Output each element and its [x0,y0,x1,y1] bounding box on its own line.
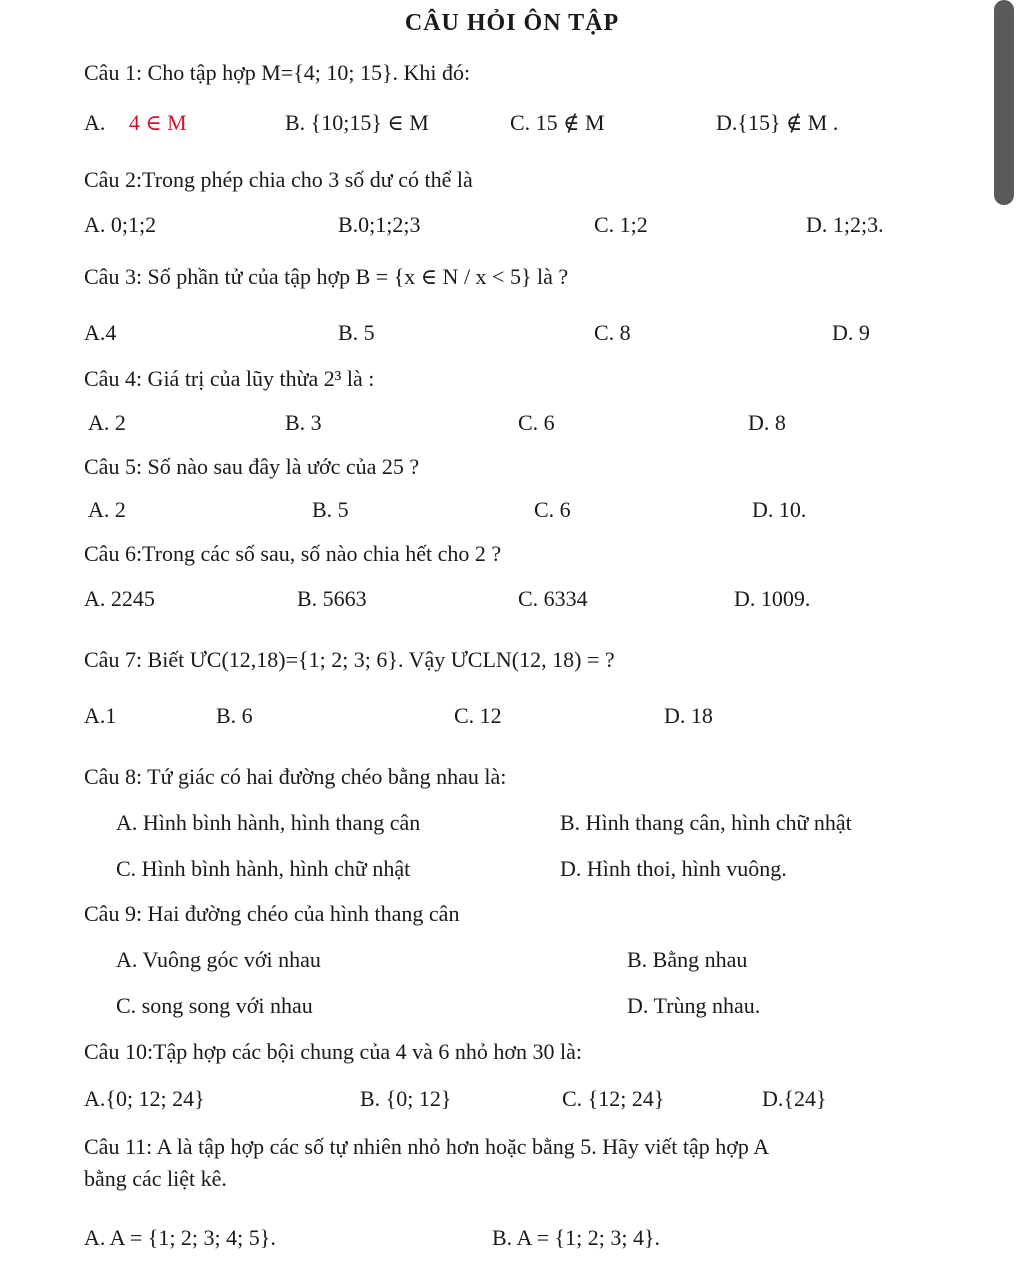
q1-option-a [84,110,187,136]
q9-option-d: D. Trùng nhau. [627,993,761,1018]
page-title: CÂU HỎI ÔN TẬP [404,10,620,36]
question-6: Câu 6:Trong các số sau, số nào chia hết cho 2 ? [84,541,502,566]
q1-option-b: B. {10;15} ∈ M [285,110,429,135]
q10-option-a: A.{0; 12; 24} [84,1086,205,1111]
q3-option-a: A.4 [84,320,117,345]
q2-option-b: B.0;1;2;3 [338,212,421,237]
question-4: Câu 4: Giá trị của lũy thừa 2³ là : [84,366,375,391]
q5-option-a: A. 2 [88,497,126,522]
q2-option-a: A. 0;1;2 [84,212,157,237]
q9-option-a: A. Vuông góc với nhau [116,947,321,972]
q7-option-a: A.1 [84,703,117,728]
question-1: Câu 1: Cho tập hợp M={4; 10; 15}. Khi đó: [84,60,471,85]
q6-option-c: C. 6334 [518,586,588,611]
q8-option-d: D. Hình thoi, hình vuông. [560,856,787,881]
q2-option-d: D. 1;2;3. [806,212,884,237]
q3-option-d: D. 9 [832,320,870,345]
q9-option-c: C. song song với nhau [116,993,313,1018]
q4-option-c: C. 6 [518,410,555,435]
question-11-line-2: bằng các liệt kê. [84,1166,227,1191]
q7-option-c: C. 12 [454,703,502,728]
q4-option-b: B. 3 [285,410,322,435]
question-9: Câu 9: Hai đường chéo của hình thang cân [84,901,460,926]
q11-option-a: A. A = {1; 2; 3; 4; 5}. [84,1225,276,1250]
q9-option-b: B. Bằng nhau [627,947,748,972]
q7-option-b: B. 6 [216,703,253,728]
q3-option-c: C. 8 [594,320,631,345]
q5-option-b: B. 5 [312,497,349,522]
question-3: Câu 3: Số phần tử của tập hợp B = {x ∈ N / x < 5} là ? [84,264,569,289]
q8-option-a: A. Hình bình hành, hình thang cân [116,810,421,835]
question-7: Câu 7: Biết ƯC(12,18)={1; 2; 3; 6}. Vậy ƯCLN(12, 18) = ? [84,647,615,672]
q2-option-c: C. 1;2 [594,212,648,237]
q11-option-b: B. A = {1; 2; 3; 4}. [492,1225,660,1250]
q3-option-b: B. 5 [338,320,375,345]
q8-option-c: C. Hình bình hành, hình chữ nhật [116,856,411,881]
question-10: Câu 10:Tập hợp các bội chung của 4 và 6 nhỏ hơn 30 là: [84,1039,582,1064]
q6-option-d: D. 1009. [734,586,811,611]
question-5: Câu 5: Số nào sau đây là ước của 25 ? [84,454,420,479]
q6-option-b: B. 5663 [297,586,367,611]
q4-option-d: D. 8 [748,410,786,435]
q1-option-a-label: A. [84,110,106,135]
q5-option-c: C. 6 [534,497,571,522]
q8-option-b: B. Hình thang cân, hình chữ nhật [560,810,852,835]
q10-option-c: C. {12; 24} [562,1086,665,1111]
q5-option-d: D. 10. [752,497,807,522]
q7-option-d: D. 18 [664,703,713,728]
q10-option-b: B. {0; 12} [360,1086,452,1111]
q1-option-d: D.{15} ∉ M . [716,110,839,135]
question-2: Câu 2:Trong phép chia cho 3 số dư có thể là [84,167,473,192]
question-11-line-1: Câu 11: A là tập hợp các số tự nhiên nhỏ hơn hoặc bằng 5. Hãy viết tập hợp A [84,1134,770,1159]
q1-option-a-value: 4 ∈ M [128,110,187,135]
question-8: Câu 8: Tứ giác có hai đường chéo bằng nhau là: [84,764,507,789]
q4-option-a: A. 2 [88,410,126,435]
q10-option-d: D.{24} [762,1086,827,1111]
q1-option-c: C. 15 ∉ M [510,110,605,135]
vertical-scrollbar[interactable] [994,0,1014,205]
q6-option-a: A. 2245 [84,586,155,611]
